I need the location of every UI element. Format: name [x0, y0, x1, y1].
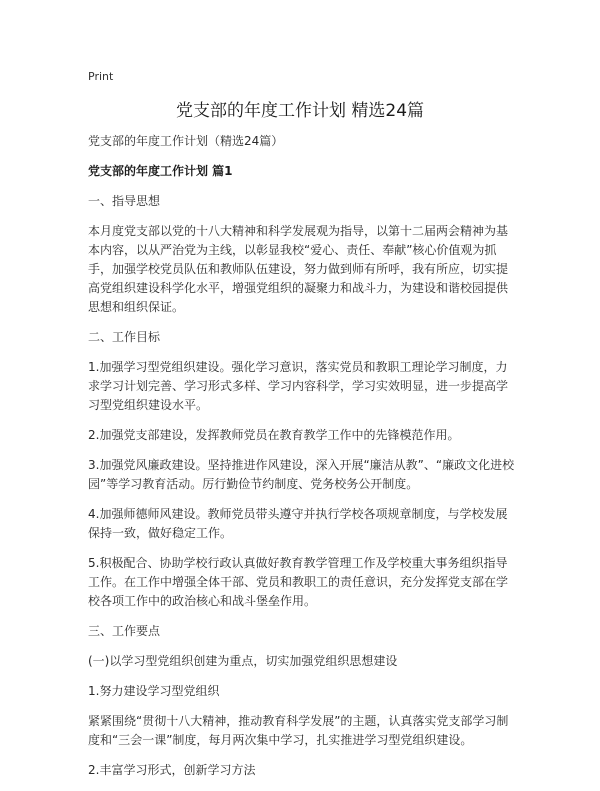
paragraph-guiding-thought: 本月度党支部以党的十八大精神和科学发展观为指导，以第十二届两会精神为基本内容，以从严治党为主线，以彰显我校“爱心、责任、奉献”核心价值观为抓手，加强学校党员队伍和教师队伍建设，努力做到师有所呼，我有所应，切实提高党组织建设科学化水平，增强党组织的凝聚力和战斗力，为建设和谐校园提供思想和组织保证。	[88, 224, 509, 314]
document-subtitle: 党支部的年度工作计划（精选24篇）	[88, 134, 284, 148]
paragraph-key-point-1-1: 紧紧围绕“贯彻十八大精神，推动教育科学发展”的主题，认真落实党支部学习制度和“三会一课”制度，每月两次集中学习，扎实推进学习型党组织建设。	[88, 714, 509, 747]
key-point-1: (一)以学习型党组织创建为重点，切实加强党组织思想建设	[88, 654, 398, 668]
page-title: 党支部的年度工作计划 精选24篇	[175, 101, 425, 121]
section-heading-guiding-thought: 一、指导思想	[88, 194, 161, 208]
key-point-1-2: 2.丰富学习形式，创新学习方法	[88, 763, 256, 777]
article-heading: 党支部的年度工作计划 篇1	[88, 164, 233, 178]
goal-item-3: 3.加强党风廉政建设。坚持推进作风建设，深入开展“廉洁从教”、“廉政文化进校园”等学习教育活动。厉行勤俭节约制度、党务校务公开制度。	[88, 458, 515, 491]
section-heading-goals: 二、工作目标	[88, 330, 161, 344]
goal-item-2: 2.加强党支部建设，发挥教师党员在教育教学工作中的先锋模范作用。	[88, 428, 460, 442]
print-link[interactable]: Print	[88, 70, 114, 83]
key-point-1-1: 1.努力建设学习型党组织	[88, 684, 220, 698]
goal-item-5: 5.积极配合、协助学校行政认真做好教育教学管理工作及学校重大事务组织指导工作。在工作中增强全体干部、党员和教职工的责任意识，充分发挥党支部在学校各项工作中的政治核心和战斗堡垒作用。	[88, 556, 509, 608]
goal-item-4: 4.加强师德师风建设。教师党员带头遵守并执行学校各项规章制度，与学校发展保持一致，做好稳定工作。	[88, 507, 508, 540]
article-body	[88, 132, 518, 791]
section-heading-key-points: 三、工作要点	[88, 624, 161, 638]
goal-item-1: 1.加强学习型党组织建设。强化学习意识，落实党员和教职工理论学习制度，力求学习计划完善、学习形式多样、学习内容科学，学习实效明显，进一步提高学习型党组织建设水平。	[88, 360, 509, 412]
